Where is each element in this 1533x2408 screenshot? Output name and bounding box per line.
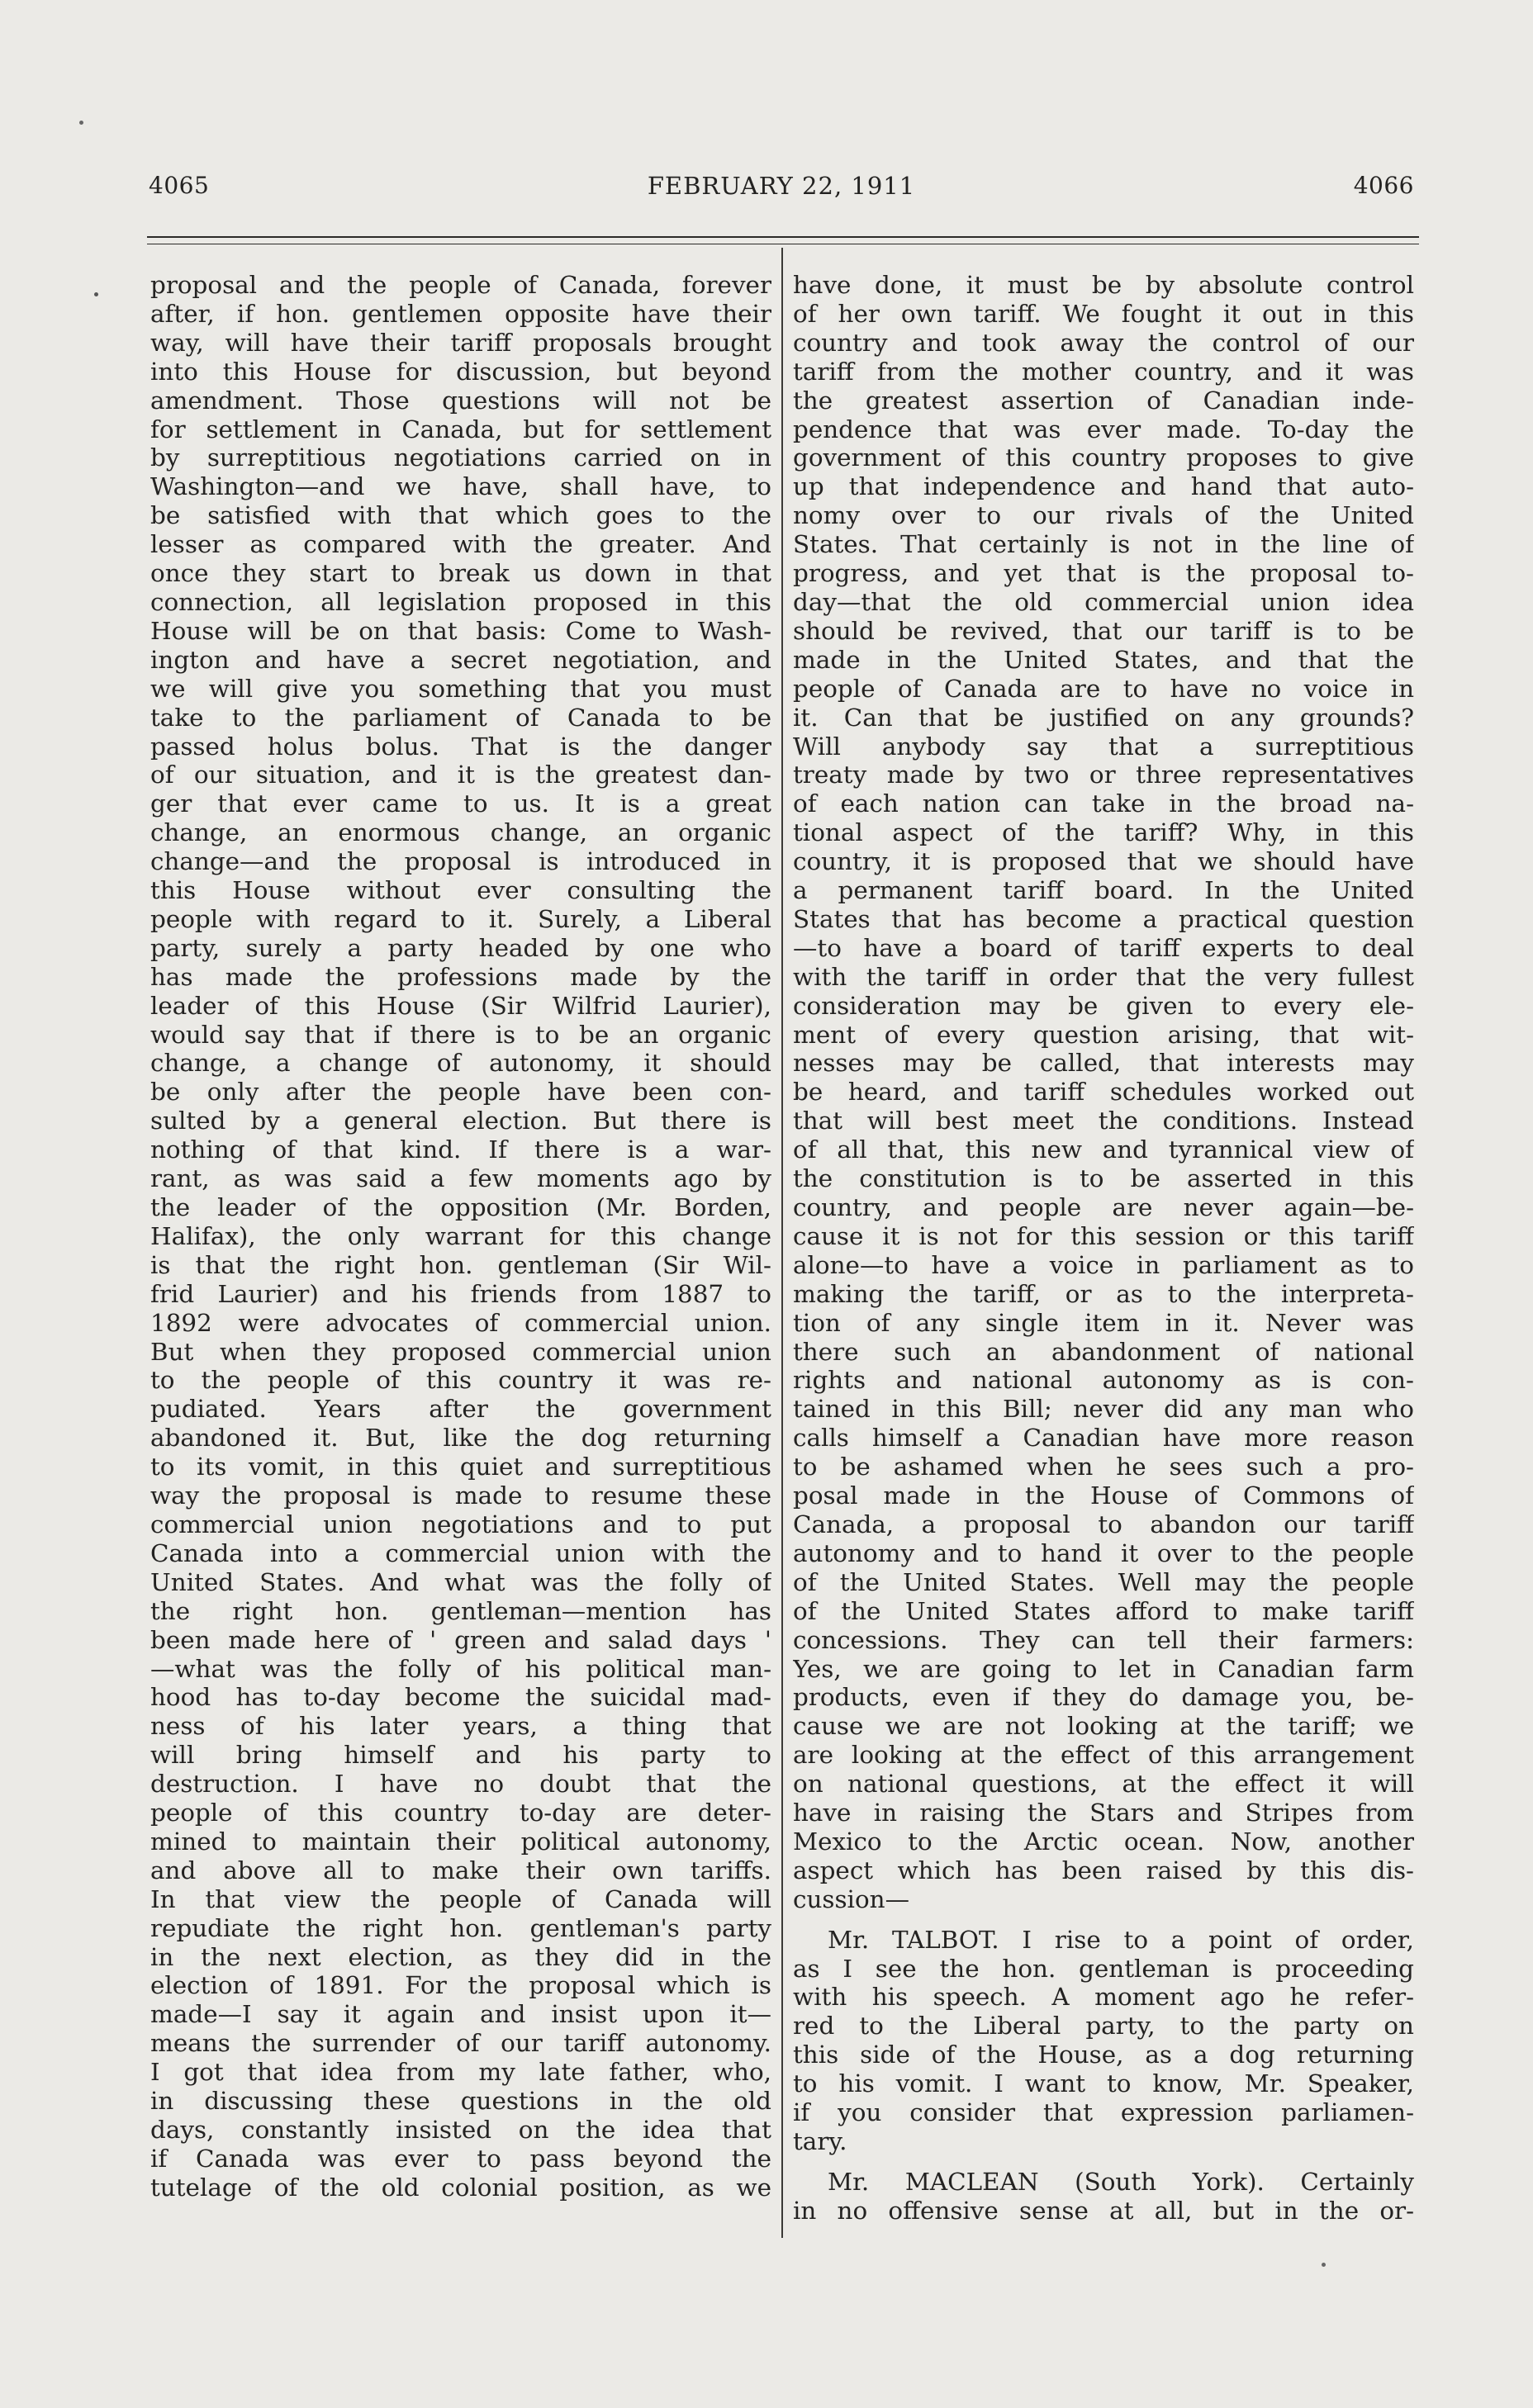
text-line: have in raising the Stars and Stripes from — [793, 1799, 1414, 1827]
page-speck — [1322, 2263, 1326, 2267]
text-line: mined to maintain their political autonomy, — [150, 1827, 771, 1856]
text-line: it. Can that be justified on any grounds? — [793, 703, 1414, 732]
text-line: amendment. Those questions will not be — [150, 386, 771, 415]
column-divider — [781, 248, 783, 2238]
text-line: autonomy and to hand it over to the people — [793, 1538, 1414, 1567]
text-line: nesses may be called, that interests may — [793, 1049, 1414, 1078]
text-line: up that independence and hand that auto- — [793, 472, 1414, 501]
text-line: products, even if they do damage you, be- — [793, 1683, 1414, 1712]
text-line: hood has to-day become the suicidal mad- — [150, 1683, 771, 1712]
text-line: and above all to make their own tariffs. — [150, 1856, 771, 1884]
text-line: of all that, this new and tyrannical view of — [793, 1135, 1414, 1164]
text-line: posal made in the House of Commons of — [793, 1481, 1414, 1510]
text-line: has made the professions made by the — [150, 962, 771, 991]
text-line: connection, all legislation proposed in this — [150, 587, 771, 616]
text-line: sulted by a general election. But there is — [150, 1107, 771, 1135]
text-line: United States. And what was the folly of — [150, 1567, 771, 1596]
text-line: tained in this Bill; never did any man who — [793, 1395, 1414, 1424]
text-line: the leader of the opposition (Mr. Borden, — [150, 1193, 771, 1221]
text-line: —to have a board of tariff experts to deal — [793, 933, 1414, 962]
right-column — [793, 271, 1414, 2226]
text-line: of our situation, and it is the greatest dan- — [150, 761, 771, 789]
text-line: been made here of ' green and salad days ' — [150, 1625, 771, 1654]
text-line: destruction. I have no doubt that the — [150, 1770, 771, 1799]
text-line: in discussing these questions in the old — [150, 2087, 771, 2116]
text-line: concessions. They can tell their farmers: — [793, 1625, 1414, 1654]
text-line: of the United States afford to make tariff — [793, 1596, 1414, 1625]
text-line: pendence that was ever made. To-day the — [793, 415, 1414, 443]
text-line: people with regard to it. Surely, a Liberal — [150, 904, 771, 933]
text-line: this side of the House, as a dog returning — [793, 2041, 1414, 2069]
text-line: lesser as compared with the greater. And — [150, 530, 771, 559]
text-line: the constitution is to be asserted in this — [793, 1164, 1414, 1193]
text-line: government of this country proposes to give — [793, 443, 1414, 472]
text-line: country, and people are never again—be- — [793, 1193, 1414, 1221]
text-line: change, an enormous change, an organic — [150, 818, 771, 847]
text-line: ness of his later years, a thing that — [150, 1712, 771, 1741]
text-line: means the surrender of our tariff autonomy. — [150, 2029, 771, 2058]
text-line: 1892 were advocates of commercial union. — [150, 1308, 771, 1337]
text-line: nomy over to our rivals of the United — [793, 501, 1414, 530]
text-line: proposal and the people of Canada, forever — [150, 271, 771, 299]
text-line: country and took away the control of our — [793, 328, 1414, 357]
text-line: of her own tariff. We fought it out in this — [793, 299, 1414, 328]
text-line: that will best meet the conditions. Instead — [793, 1107, 1414, 1135]
text-line: I got that idea from my late father, who, — [150, 2058, 771, 2087]
text-line: cussion— — [793, 1884, 909, 1913]
left-column — [150, 271, 771, 2202]
text-line: tary. — [793, 2127, 847, 2155]
text-line: after, if hon. gentlemen opposite have their — [150, 299, 771, 328]
text-line: change—and the proposal is introduced in — [150, 847, 771, 876]
text-line: in no offensive sense at all, but in the or- — [793, 2196, 1414, 2225]
text-line: country, it is proposed that we should have — [793, 847, 1414, 876]
margin-mark — [94, 292, 98, 296]
text-line: Washington—and we have, shall have, to — [150, 472, 771, 501]
text-line: Mr. TALBOT. I rise to a point of order, — [828, 1925, 1414, 1954]
text-line: of each nation can take in the broad na- — [793, 789, 1414, 818]
text-line: aspect which has been raised by this dis- — [793, 1856, 1414, 1884]
text-line: the right hon. gentleman—mention has — [150, 1596, 771, 1625]
text-line: Canada into a commercial union with the — [150, 1538, 771, 1567]
text-line: a permanent tariff board. In the United — [793, 876, 1414, 905]
text-line: party, surely a party headed by one who — [150, 933, 771, 962]
text-line: is that the right hon. gentleman (Sir Wil- — [150, 1250, 771, 1279]
text-line: making the tariff, or as to the interpreta- — [793, 1279, 1414, 1308]
text-line: abandoned it. But, like the dog returning — [150, 1424, 771, 1453]
text-line: Will anybody say that a surreptitious — [793, 732, 1414, 761]
text-line: States. That certainly is not in the line of — [793, 530, 1414, 559]
text-line: as I see the hon. gentleman is proceeding — [793, 1954, 1414, 1983]
text-line: passed holus bolus. That is the danger — [150, 732, 771, 761]
text-line: there such an abandonment of national — [793, 1337, 1414, 1366]
text-line: progress, and yet that is the proposal to- — [793, 559, 1414, 588]
text-line: cause we are not looking at the tariff; we — [793, 1712, 1414, 1741]
text-line: made—I say it again and insist upon it— — [150, 2000, 771, 2029]
text-line: in the next election, as they did in the — [150, 1942, 771, 1971]
text-line: election of 1891. For the proposal which is — [150, 1971, 771, 2000]
text-line: rights and national autonomy as is con- — [793, 1366, 1414, 1395]
text-line: nothing of that kind. If there is a war- — [150, 1135, 771, 1164]
text-line: with his speech. A moment ago he refer- — [793, 1983, 1414, 2012]
text-line: are looking at the effect of this arrangement — [793, 1741, 1414, 1770]
text-line: But when they proposed commercial union — [150, 1337, 771, 1366]
text-line: leader of this House (Sir Wilfrid Laurier), — [150, 991, 771, 1020]
text-line: ington and have a secret negotiation, and — [150, 645, 771, 674]
text-line: this House without ever consulting the — [150, 876, 771, 905]
text-line: be only after the people have been con- — [150, 1078, 771, 1107]
text-line: to his vomit. I want to know, Mr. Speaker, — [793, 2069, 1414, 2098]
page-header — [149, 172, 1414, 205]
header-rule — [147, 236, 1419, 244]
text-line: Mr. MACLEAN (South York). Certainly — [828, 2167, 1414, 2196]
text-line: way, will have their tariff proposals brought — [150, 328, 771, 357]
text-line: made in the United States, and that the — [793, 645, 1414, 674]
text-line: frid Laurier) and his friends from 1887 to — [150, 1279, 771, 1308]
text-line: if Canada was ever to pass beyond the — [150, 2144, 771, 2173]
text-line: Mexico to the Arctic ocean. Now, another — [793, 1827, 1414, 1856]
page-speck — [79, 121, 83, 125]
text-line: Halifax), the only warrant for this change — [150, 1221, 771, 1250]
page-number-left: 4065 — [149, 172, 210, 199]
paragraph-gap — [793, 1914, 1414, 1926]
paragraph-gap — [793, 2156, 1414, 2168]
text-line: we will give you something that you must — [150, 674, 771, 703]
text-line: people of this country to-day are deter- — [150, 1799, 771, 1827]
text-line: on national questions, at the effect it will — [793, 1770, 1414, 1799]
text-line: of the United States. Well may the people — [793, 1567, 1414, 1596]
text-line: be satisfied with that which goes to the — [150, 501, 771, 530]
text-line: days, constantly insisted on the idea that — [150, 2116, 771, 2144]
text-line: alone—to have a voice in parliament as to — [793, 1250, 1414, 1279]
text-line: States that has become a practical question — [793, 904, 1414, 933]
text-line: commercial union negotiations and to put — [150, 1510, 771, 1538]
text-line: once they start to break us down in that — [150, 559, 771, 588]
text-line: with the tariff in order that the very fullest — [793, 962, 1414, 991]
text-line: be heard, and tariff schedules worked out — [793, 1078, 1414, 1107]
text-line: way the proposal is made to resume these — [150, 1481, 771, 1510]
text-line: by surreptitious negotiations carried on in — [150, 443, 771, 472]
text-line: day—that the old commercial union idea — [793, 587, 1414, 616]
page-number-right: 4066 — [1353, 172, 1414, 199]
text-line: people of Canada are to have no voice in — [793, 674, 1414, 703]
text-line: would say that if there is to be an organic — [150, 1020, 771, 1049]
text-line: pudiated. Years after the government — [150, 1395, 771, 1424]
text-line: should be revived, that our tariff is to be — [793, 616, 1414, 645]
text-line: take to the parliament of Canada to be — [150, 703, 771, 732]
text-line: tutelage of the old colonial position, as we — [150, 2173, 771, 2202]
text-line: Yes, we are going to let in Canadian farm — [793, 1654, 1414, 1683]
text-line: House will be on that basis: Come to Wash- — [150, 616, 771, 645]
text-line: will bring himself and his party to — [150, 1741, 771, 1770]
text-line: red to the Liberal party, to the party on — [793, 2012, 1414, 2041]
text-line: to the people of this country it was re- — [150, 1366, 771, 1395]
text-line: change, a change of autonomy, it should — [150, 1049, 771, 1078]
text-line: cause it is not for this session or this tariff — [793, 1221, 1414, 1250]
text-line: ger that ever came to us. It is a great — [150, 789, 771, 818]
text-line: the greatest assertion of Canadian inde- — [793, 386, 1414, 415]
text-line: —what was the folly of his political man- — [150, 1654, 771, 1683]
text-line: tional aspect of the tariff? Why, in this — [793, 818, 1414, 847]
text-line: for settlement in Canada, but for settlement — [150, 415, 771, 443]
page-date: FEBRUARY 22, 1911 — [647, 172, 916, 200]
text-line: if you consider that expression parliamen- — [793, 2098, 1414, 2127]
text-line: In that view the people of Canada will — [150, 1884, 771, 1913]
text-line: rant, as was said a few moments ago by — [150, 1164, 771, 1193]
text-line: repudiate the right hon. gentleman's party — [150, 1913, 771, 1942]
text-line: to its vomit, in this quiet and surreptitious — [150, 1453, 771, 1481]
text-line: Canada, a proposal to abandon our tariff — [793, 1510, 1414, 1538]
text-line: have done, it must be by absolute control — [793, 271, 1414, 299]
text-line: consideration may be given to every ele- — [793, 991, 1414, 1020]
text-line: tariff from the mother country, and it was — [793, 357, 1414, 386]
text-line: treaty made by two or three representatives — [793, 761, 1414, 789]
text-line: into this House for discussion, but beyond — [150, 357, 771, 386]
text-line: to be ashamed when he sees such a pro- — [793, 1453, 1414, 1481]
text-line: ment of every question arising, that wit- — [793, 1020, 1414, 1049]
text-line: tion of any single item in it. Never was — [793, 1308, 1414, 1337]
text-line: calls himself a Canadian have more reason — [793, 1424, 1414, 1453]
